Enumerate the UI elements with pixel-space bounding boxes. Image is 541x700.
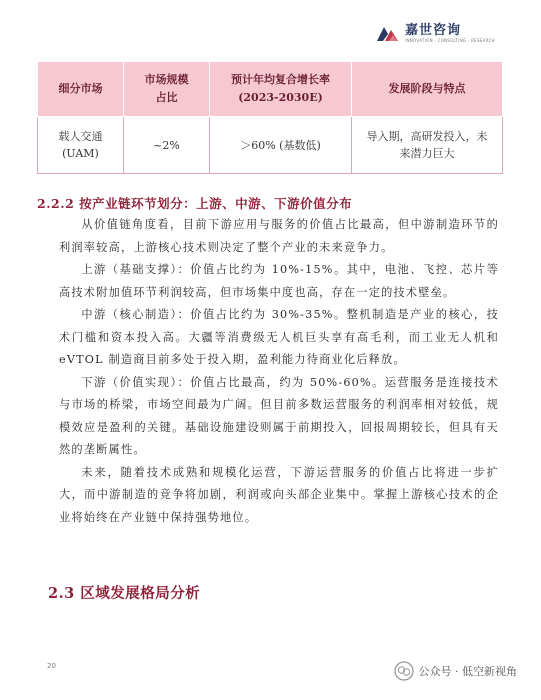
cell-cagr: ＞60% (基数低) [210, 117, 352, 174]
table-row [38, 117, 503, 174]
watermark-text: 公众号 · 低空新视角 [418, 665, 517, 678]
header-segment: 细分市场 [38, 62, 124, 117]
wechat-icon [394, 661, 414, 681]
body-text [59, 214, 499, 529]
header-market-share: 市场规模 占比 [124, 62, 210, 117]
subsection-heading: 2.2.2 按产业链环节划分：上游、中游、下游价值分布 [37, 196, 353, 211]
wechat-watermark [394, 661, 518, 681]
market-segment-table [37, 61, 503, 174]
header-stage: 发展阶段与特点 [352, 62, 503, 117]
logo-name: 嘉世咨询 [404, 23, 461, 38]
logo-text [405, 24, 495, 44]
cell-stage: 导入期，高研发投入，未 来潜力巨大 [352, 117, 503, 174]
logo-mark-icon [373, 23, 401, 45]
table-header-row [38, 62, 503, 117]
header-cagr: 预计年均复合增长率 (2023-2030E) [210, 62, 352, 117]
paragraph-outlook: 未来，随着技术成熟和规模化运营，下游运营服务的价值占比将进一步扩大，而中游制造的竞争将加剧，利润或向头部企业集中。掌握上游核心技术的企业将始终在产业链中保持强势地位。 [59, 465, 499, 524]
page-number: 20 [47, 662, 56, 670]
paragraph-midstream: 中游（核心制造）：价值占比约为 30%-35%。整机制造是产业的核心，技术门槛和资本投入高。大疆等消费级无人机巨头享有高毛利，而工业无人机和 eVTOL 制造商目前多处于投入期，盈利能力待商业化后释放。 [59, 308, 499, 366]
paragraph-downstream: 下游（价值实现）：价值占比最高，约为 50%-60%。运营服务是连接技术与市场的桥梁，市场空间最为广阔。但目前多数运营服务的利润率相对较低，规模效应是盈利的关键。基础设施建设则属于前期投入，回报周期较长，但具有天然的垄断属性。 [59, 375, 499, 456]
brand-logo [373, 22, 495, 46]
paragraph-upstream: 上游（基础支撑）：价值占比约为 10%-15%。其中，电池、飞控、芯片等高技术附加值环节利润较高，但市场集中度也高，存在一定的技术壁垒。 [59, 263, 499, 299]
section-heading: 2.3 区域发展格局分析 [48, 585, 201, 602]
logo-tagline: INNOVATION · CONSULTING · RESEARCH [404, 38, 495, 43]
cell-share: ~2% [124, 117, 210, 174]
paragraph-overview: 从价值链角度看，目前下游应用与服务的价值占比最高，但中游制造环节的利润率较高，上游核心技术则决定了整个产业的未来竞争力。 [59, 218, 499, 254]
cell-segment: 载人交通 (UAM) [38, 117, 124, 174]
